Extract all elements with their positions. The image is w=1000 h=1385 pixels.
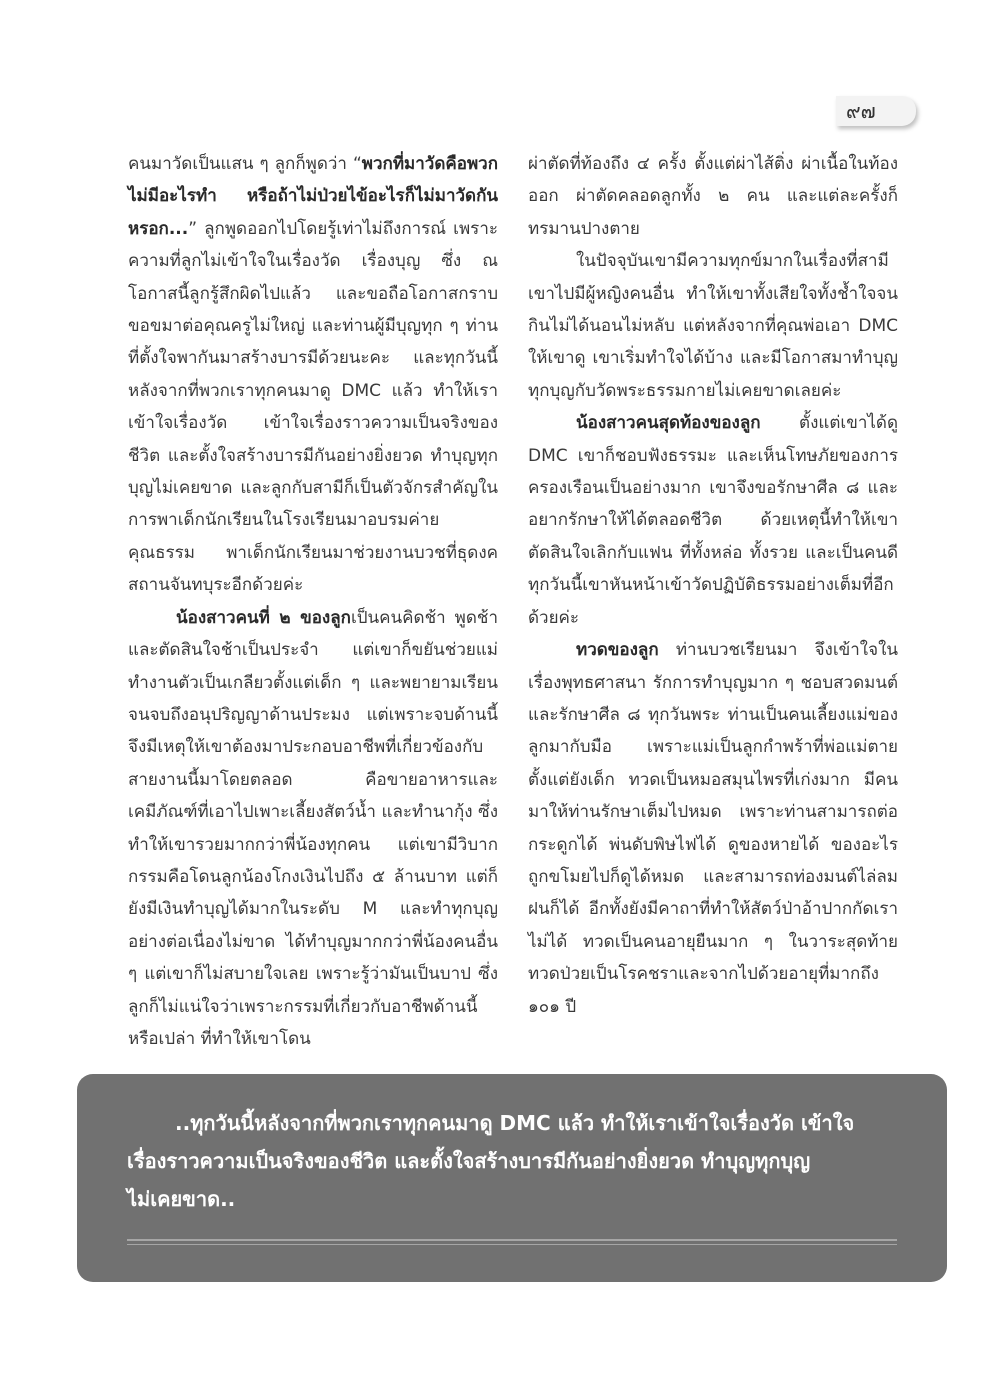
divider	[127, 1239, 897, 1241]
paragraph-second-sister: น้องสาวคนที่ ๒ ของลูกเป็นคนคิดช้า พูดช้า และตัดสินใจช้าเป็นประจำ แต่เขาก็ขยันช่วยแม่ทำงานตัวเป็นเกลียวตั้งแต่เด็ก ๆ และพยายามเรียนจนจบถึงอนุปริญญาด้านประมง แต่เพราะจบด้านนี้จึงมีเหตุให้เขาต้องมาประกอบอาชีพที่เกี่ยวข้องกับสายงานนี้มาโดยตลอด คือขายอาหารและเคมีภัณฑ์ที่เอาไปเพาะเลี้ยงสัตว์น้ำ และทำนากุ้ง ซึ่งทำให้เขารวยมากกว่าพี่น้องทุกคน แต่เขามีวิบากกรรมคือโดนลูกน้องโกงเงินไปถึง ๕ ล้านบาท แต่ก็ยังมีเงินทำบุญได้มากในระดับ M และทำทุกบุญอย่างต่อเนื่องไม่ขาด ได้ทำบุญมากกว่าพี่น้องคนอื่น ๆ แต่เขาก็ไม่สบายใจเลย เพราะรู้ว่ามันเป็นบาป ซึ่งลูกก็ไม่แน่ใจว่าเพราะกรรมที่เกี่ยวกับอาชีพด้านนี้หรือเปล่า ที่ทำให้เขาโดน	[128, 607, 499, 1049]
paragraph-current-suffering: ในปัจจุบันเขามีความทุกข์มากในเรื่องที่สามีเขาไปมีผู้หญิงคนอื่น ทำให้เขาทั้งเสียใจทั้งช้ำใจจนกินไม่ได้นอนไม่หลับ แต่หลังจากที่คุณพ่อเอา DMC ให้เขาดู เขาเริ่มทำใจได้บ้าง และมีโอกาสมาทำบุญทุกบุญกับวัดพระธรรมกายไม่เคยขาดเลยค่ะ	[528, 251, 898, 401]
heading-great-grandparent: ทวดของลูก	[576, 640, 659, 661]
divider	[127, 1244, 897, 1245]
pull-quote-line: ..ทุกวันนี้หลังจากที่พวกเราทุกคนมาดู DMC แล้ว ทำให้เราเข้าใจเรื่องวัด เข้าใจ	[175, 1111, 855, 1135]
pull-quote-line: ไม่เคยขาด..	[127, 1187, 236, 1211]
heading-second-sister: น้องสาวคนที่ ๒ ของลูก	[176, 607, 351, 628]
pull-quote-box	[77, 1074, 947, 1282]
heading-youngest-sister: น้องสาวคนสุดท้องของลูก	[576, 413, 761, 434]
paragraph-youngest-sister: น้องสาวคนสุดท้องของลูก ตั้งแต่เขาได้ดู DMC เขาก็ชอบฟังธรรมะ และเห็นโทษภัยของการครองเรือนเป็นอย่างมาก เขาจึงขอรักษาศีล ๘ และอยากรักษาให้ได้ตลอดชีวิต ด้วยเหตุนี้ทำให้เขาตัดสินใจเลิกกับแฟน ที่ทั้งหล่อ ทั้งรวย และเป็นคนดีทุกวันนี้เขาหันหน้าเข้าวัดปฏิบัติธรรมอย่างเต็มที่อีกด้วยค่ะ	[528, 413, 898, 628]
page-number: ๙๗	[836, 96, 916, 126]
pull-quote-line: เรื่องราวความเป็นจริงของชีวิต และตั้งใจสร้างบารมีกันอย่างยิ่งยวด ทำบุญทุกบุญ	[127, 1149, 811, 1173]
right-column	[528, 148, 898, 1023]
left-column	[128, 148, 498, 1055]
paragraph-mother-visit: คนมาวัดเป็นแสน ๆ ลูกก็พูดว่า “พวกที่มาวัดคือพวกไม่มีอะไรทำ หรือถ้าไม่ป่วยไข้อะไรก็ไม่มาวัดกันหรอก...” ลูกพูดออกไปโดยรู้เท่าไม่ถึงการณ์ เพราะความที่ลูกไม่เข้าใจในเรื่องวัด เรื่องบุญ ซึ่ง ณ โอกาสนี้ลูกรู้สึกผิดไปแล้ว และขอถือโอกาสกราบขอขมาต่อคุณครูไม่ใหญ่ และท่านผู้มีบุญทุก ๆ ท่านที่ตั้งใจพากันมาสร้างบารมีด้วยนะคะ และทุกวันนี้หลังจากที่พวกเราทุกคนมาดู DMC แล้ว ทำให้เราเข้าใจเรื่องวัด เข้าใจเรื่องราวความเป็นจริงของชีวิต และตั้งใจสร้างบารมีกันอย่างยิ่งยวด ทำบุญทุกบุญไม่เคยขาด และลูกกับสามีก็เป็นตัวจักรสำคัญในการพาเด็กนักเรียนในโรงเรียนมาอบรมค่ายคุณธรรม พาเด็กนักเรียนมาช่วยงานบวชที่ธุดงคสถานจันทบุระอีกด้วยค่ะ	[128, 154, 498, 596]
paragraph-surgery: ผ่าตัดที่ท้องถึง ๔ ครั้ง ตั้งแต่ผ่าไส้ติ่ง ผ่าเนื้อในท้องออก ผ่าตัดคลอดลูกทั้ง ๒ คน และแต่ละครั้งก็ทรมานปางตาย	[528, 154, 898, 239]
paragraph-great-grandparent: ทวดของลูก ท่านบวชเรียนมา จึงเข้าใจในเรื่องพุทธศาสนา รักการทำบุญมาก ๆ ชอบสวดมนต์และรักษาศีล ๘ ทุกวันพระ ท่านเป็นคนเลี้ยงแม่ของลูกมากับมือ เพราะแม่เป็นลูกกำพร้าที่พ่อแม่ตายตั้งแต่ยังเด็ก ทวดเป็นหมอสมุนไพรที่เก่งมาก มีคนมาให้ท่านรักษาเต็มไปหมด เพราะท่านสามารถต่อกระดูกได้ พ่นดับพิษไฟได้ ดูของหายได้ ของอะไรถูกขโมยไปก็ดูได้หมด และสามารถท่องมนต์ไล่ลมฝนก็ได้ อีกทั้งยังมีคาถาที่ทำให้สัตว์ป่าอ้าปากกัดเราไม่ได้ ทวดเป็นคนอายุยืนมาก ๆ ในวาระสุดท้ายทวดป่วยเป็นโรคชราและจากไปด้วยอายุที่มากถึง ๑๐๑ ปี	[528, 640, 898, 1017]
bold-quote: พวกที่มาวัดคือพวกไม่มีอะไรทำ หรือถ้าไม่ป่วยไข้อะไรก็ไม่มาวัดกันหรอก...	[128, 154, 498, 239]
pull-quote-text	[127, 1104, 897, 1218]
